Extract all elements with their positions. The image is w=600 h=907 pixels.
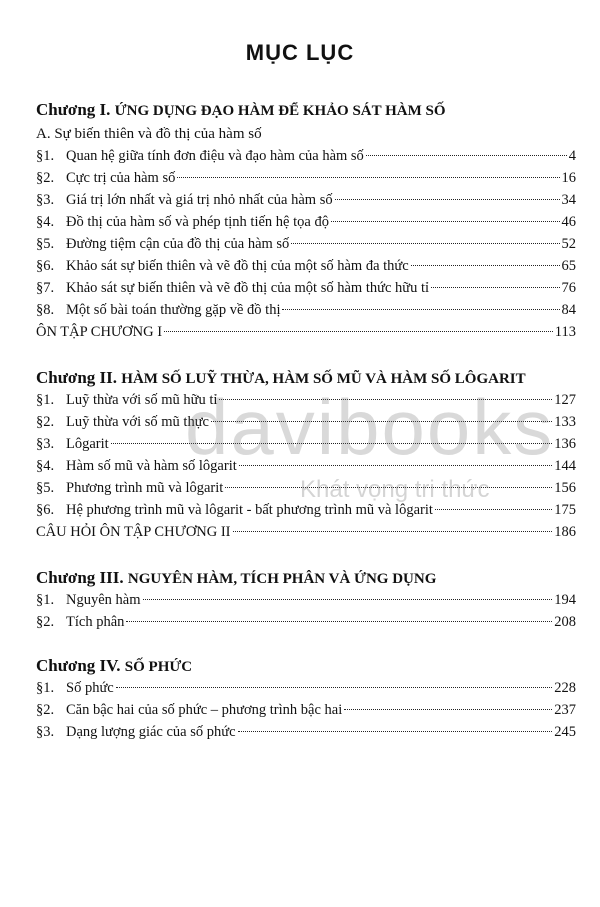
chapter-4-heading: [36, 656, 576, 676]
entry-title: Căn bậc hai của số phức – phương trình bậc hai: [66, 702, 343, 718]
chapter-3-title: NGUYÊN HÀM, TÍCH PHÂN VÀ ỨNG DỤNG: [127, 571, 437, 587]
entry-page: 52: [561, 236, 576, 252]
watermark-brand: davibooks: [185, 383, 555, 471]
entry-title: Luỹ thừa với số mũ thực: [66, 414, 209, 430]
entry-page: 245: [554, 724, 576, 740]
chapter-2-title: HÀM SỐ LUỸ THỪA, HÀM SỐ MŨ VÀ HÀM SỐ LÔGARIT: [121, 371, 526, 387]
entry-page: 46: [561, 214, 576, 230]
entry-page: 175: [554, 502, 576, 518]
entry-title: Số phức: [66, 680, 114, 696]
dot-leader: [435, 509, 552, 510]
toc-entry[interactable]: [36, 214, 576, 234]
dot-leader: [366, 155, 567, 156]
dot-leader: [239, 465, 552, 466]
entry-number: §1.: [36, 592, 55, 608]
entry-page: 136: [554, 436, 576, 452]
toc-review-entry[interactable]: [36, 524, 576, 544]
dot-leader: [211, 421, 552, 422]
entry-title: Khảo sát sự biến thiên và vẽ đồ thị của một số hàm thức hữu tỉ: [66, 280, 430, 296]
entry-page: 228: [554, 680, 576, 696]
entry-title: Hệ phương trình mũ và lôgarit - bất phương trình mũ và lôgarit: [66, 502, 433, 518]
chapter-4-prefix: Chương IV.: [36, 656, 125, 675]
entry-page: 237: [554, 702, 576, 718]
dot-leader: [291, 243, 559, 244]
dot-leader: [111, 443, 553, 444]
dot-leader: [126, 621, 552, 622]
toc-entry[interactable]: [36, 280, 576, 300]
dot-leader: [238, 731, 553, 732]
dot-leader: [411, 265, 560, 266]
review-page: 186: [554, 524, 576, 540]
entry-number: §3.: [36, 192, 55, 208]
toc-entry[interactable]: [36, 614, 576, 634]
entry-title: Cực trị của hàm số: [66, 170, 176, 186]
chapter-2-heading: [36, 368, 576, 388]
toc-entry[interactable]: [36, 458, 576, 478]
entry-page: 156: [554, 480, 576, 496]
dot-leader: [177, 177, 559, 178]
entry-number: §1.: [36, 392, 55, 408]
entry-page: 34: [561, 192, 576, 208]
entry-title: Giá trị lớn nhất và giá trị nhỏ nhất của hàm số: [66, 192, 333, 208]
entry-number: §8.: [36, 302, 55, 318]
toc-entry[interactable]: [36, 680, 576, 700]
entry-number: §5.: [36, 480, 55, 496]
entry-page: 208: [554, 614, 576, 630]
dot-leader: [233, 531, 553, 532]
chapter-2-prefix: Chương II.: [36, 368, 122, 387]
entry-title: Hàm số mũ và hàm số lôgarit: [66, 458, 237, 474]
dot-leader: [344, 709, 552, 710]
entry-title: Khảo sát sự biến thiên và vẽ đồ thị của một số hàm đa thức: [66, 258, 409, 274]
entry-title: Nguyên hàm: [66, 592, 141, 608]
toc-entry[interactable]: [36, 592, 576, 612]
entry-title: Một số bài toán thường gặp về đồ thị: [66, 302, 281, 318]
entry-number: §6.: [36, 258, 55, 274]
entry-page: 84: [561, 302, 576, 318]
chapter-1-heading: [36, 100, 576, 120]
watermark-slogan: Khát vọng tri thức: [300, 476, 490, 503]
entry-page: 127: [554, 392, 576, 408]
entry-number: §3.: [36, 724, 55, 740]
toc-entry[interactable]: [36, 148, 576, 168]
entry-number: §3.: [36, 436, 55, 452]
toc-entry[interactable]: [36, 480, 576, 500]
dot-leader: [431, 287, 559, 288]
review-title: CÂU HỎI ÔN TẬP CHƯƠNG II: [36, 524, 231, 540]
toc-entry[interactable]: [36, 702, 576, 722]
entry-number: §1.: [36, 148, 55, 164]
entry-number: §5.: [36, 236, 55, 252]
dot-leader: [331, 221, 560, 222]
chapter-1-subheading: A. Sự biến thiên và đồ thị của hàm số: [36, 126, 262, 142]
entry-title: Lôgarit: [66, 436, 109, 452]
review-page: 113: [554, 324, 576, 340]
chapter-1-title: ỨNG DỤNG ĐẠO HÀM ĐỂ KHẢO SÁT HÀM SỐ: [114, 103, 446, 119]
entry-page: 16: [561, 170, 576, 186]
toc-review-entry[interactable]: [36, 324, 576, 344]
entry-page: 4: [568, 148, 576, 164]
entry-title: Đường tiệm cận của đồ thị của hàm số: [66, 236, 290, 252]
chapter-3-heading: [36, 568, 576, 588]
toc-entry[interactable]: [36, 236, 576, 256]
toc-entry[interactable]: [36, 724, 576, 744]
review-title: ÔN TẬP CHƯƠNG I: [36, 324, 163, 340]
chapter-3-prefix: Chương III.: [36, 568, 128, 587]
entry-page: 76: [561, 280, 576, 296]
toc-entry[interactable]: [36, 170, 576, 190]
toc-entry[interactable]: [36, 192, 576, 212]
entry-title: Dạng lượng giác của số phức: [66, 724, 236, 740]
entry-title: Quan hệ giữa tính đơn điệu và đạo hàm của hàm số: [66, 148, 364, 164]
dot-leader: [335, 199, 560, 200]
entry-number: §2.: [36, 702, 55, 718]
toc-entry[interactable]: [36, 414, 576, 434]
entry-page: 133: [554, 414, 576, 430]
dot-leader: [116, 687, 553, 688]
entry-page: 65: [561, 258, 576, 274]
toc-entry[interactable]: [36, 436, 576, 456]
page-title: MỤC LỤC: [245, 40, 355, 65]
toc-entry[interactable]: [36, 392, 576, 412]
entry-number: §4.: [36, 214, 55, 230]
entry-title: Luỹ thừa với số mũ hữu tỉ: [66, 392, 218, 408]
entry-number: §4.: [36, 458, 55, 474]
entry-number: §2.: [36, 170, 55, 186]
entry-number: §2.: [36, 414, 55, 430]
entry-number: §7.: [36, 280, 55, 296]
toc-entry[interactable]: [36, 258, 576, 278]
dot-leader: [219, 399, 552, 400]
toc-entry[interactable]: [36, 502, 576, 522]
entry-page: 194: [554, 592, 576, 608]
entry-number: §1.: [36, 680, 55, 696]
entry-title: Đồ thị của hàm số và phép tịnh tiến hệ tọa độ: [66, 214, 329, 230]
entry-number: §2.: [36, 614, 55, 630]
entry-page: 144: [554, 458, 576, 474]
entry-title: Phương trình mũ và lôgarit: [66, 480, 224, 496]
dot-leader: [164, 331, 553, 332]
toc-entry[interactable]: [36, 302, 576, 322]
entry-title: Tích phân: [66, 614, 125, 630]
entry-number: §6.: [36, 502, 55, 518]
dot-leader: [225, 487, 552, 488]
chapter-1-prefix: Chương I.: [36, 100, 115, 119]
chapter-4-title: SỐ PHỨC: [124, 659, 193, 675]
dot-leader: [143, 599, 553, 600]
dot-leader: [282, 309, 559, 310]
